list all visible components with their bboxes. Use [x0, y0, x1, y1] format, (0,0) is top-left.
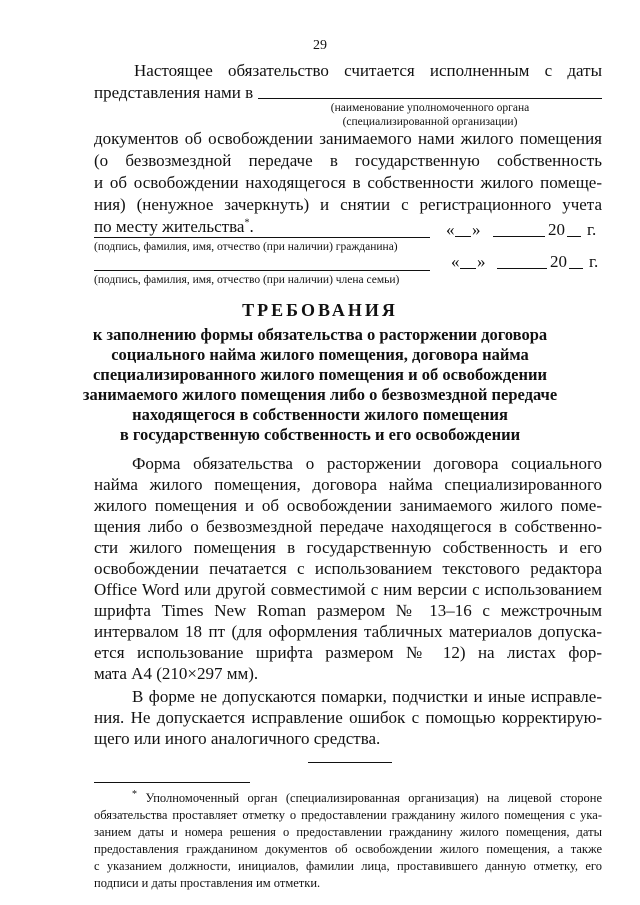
date-open-quote-2: « [451, 252, 460, 271]
intro-last-end: . [249, 217, 254, 236]
intro-last-line [94, 216, 254, 238]
date-day-blank-1 [455, 236, 471, 237]
intro-body-line-2: (о безвозмездной передаче в государственную собственность [94, 151, 602, 170]
date-open-quote-1: « [446, 220, 455, 239]
paragraph1-line-6: освобождении печатается с использованием текстового редактора [94, 559, 602, 578]
footnote-line-5: с указанием должности, инициалов, фамилии лица, проставившего данную отметку, его [94, 859, 602, 873]
footnote-line-6: подписи и даты проставления им отметки. [94, 876, 321, 890]
date-day-blank-2 [460, 268, 476, 269]
intro-line-2-prefix: представления нами в [94, 83, 254, 102]
signature-line-citizen [94, 237, 430, 238]
page-number: 29 [313, 38, 327, 53]
signature-line-family [94, 270, 430, 271]
date-close-quote-2: » [477, 252, 486, 271]
section-separator [308, 762, 392, 763]
date-close-quote-1: » [472, 220, 481, 239]
requirements-subtitle-2: социального найма жилого помещения, договора найма [111, 345, 529, 364]
paragraph1-line-5: сти жилого помещения в государственную собственность и его [94, 538, 602, 557]
paragraph1-line-8: шрифта Times New Roman размером № 13–16 с межстрочным [94, 601, 602, 620]
intro-footnote-mark: * [244, 217, 250, 229]
paragraph1-line-9: интервалом 18 пт (для оформления табличных материалов допуска- [94, 622, 602, 641]
paragraph1-line-2: найма жилого помещения, договора найма специализированного [94, 475, 602, 494]
footnote-line-1-text: Уполномоченный орган (специализированная организация) на лицевой стороне [145, 791, 603, 805]
date-year-blank-2 [569, 268, 583, 269]
footnote-line-3: занием даты и номера решения о предоставлении гражданину жилого помещения, даты [94, 825, 602, 839]
footnote-line-1 [132, 790, 602, 807]
paragraph1-line-7: Office Word или другой совместимой с ним версии с использованием [94, 580, 602, 599]
footnote-line-4: предоставления гражданином документов об освобождении жилого помещения, а также [94, 842, 602, 856]
footnote-separator [94, 782, 250, 783]
authority-caption-2: (специализированной организации) [342, 116, 518, 128]
requirements-subtitle-1: к заполнению формы обязательства о расторжении договора [92, 325, 548, 344]
paragraph1-line-1: Форма обязательства о расторжении договора социального [132, 454, 602, 473]
date-year-blank-1 [567, 236, 581, 237]
intro-line-1: Настоящее обязательство считается исполненным с даты [134, 61, 602, 80]
requirements-title: ТРЕБОВАНИЯ [242, 300, 398, 320]
authority-blank-line [258, 98, 602, 99]
footnote-line-2: обязательства проставляет отметку о предоставлении гражданину жилого помещения с ука- [94, 808, 602, 822]
date-year-prefix-1: 20 [548, 220, 565, 239]
requirements-subtitle-3: специализированного жилого помещения и об освобождении [92, 365, 548, 384]
requirements-subtitle-5: находящегося в собственности жилого помещения [132, 405, 508, 424]
date-month-blank-1 [493, 236, 545, 237]
paragraph1-line-10: ется использование шрифта размером № 12) на листах фор- [94, 643, 602, 662]
date-month-blank-2 [497, 268, 547, 269]
requirements-subtitle-4: занимаемого жилого помещения либо о безвозмездной передаче [82, 385, 558, 404]
date-year-suffix-2: г. [589, 252, 599, 271]
paragraph2-line-1: В форме не допускаются помарки, подчистки и иные исправле- [132, 687, 602, 706]
authority-caption-1: (наименование уполномоченного органа [330, 102, 530, 114]
paragraph2-line-2: ния. Не допускается исправление ошибок с помощью корректирую- [94, 708, 602, 727]
intro-body-line-3: и об освобождении находящегося в собственности жилого помеще- [94, 173, 602, 192]
signature-caption-citizen: (подпись, фамилия, имя, отчество (при наличии) гражданина) [94, 241, 398, 253]
signature-caption-family: (подпись, фамилия, имя, отчество (при наличии) члена семьи) [94, 274, 400, 286]
paragraph1-line-3: жилого помещения и об освобождении занимаемого жилого поме- [94, 496, 602, 515]
intro-body-line-4: ния) (ненужное зачеркнуть) и снятии с регистрационного учета [94, 195, 602, 214]
requirements-subtitle-6: в государственную собственность и его освобождении [119, 425, 521, 444]
intro-body-line-1: документов об освобождении занимаемого нами жилого помещения [94, 129, 602, 148]
footnote-mark: * [132, 788, 137, 800]
paragraph2-line-3: щего или иного аналогичного средства. [94, 729, 381, 748]
paragraph1-line-11: мата А4 (210×297 мм). [94, 664, 259, 683]
date-year-prefix-2: 20 [550, 252, 567, 271]
intro-last-text: по месту жительства [94, 217, 245, 236]
paragraph1-line-4: щения либо о безвозмездной передаче находящегося в собственно- [94, 517, 602, 536]
date-year-suffix-1: г. [587, 220, 597, 239]
